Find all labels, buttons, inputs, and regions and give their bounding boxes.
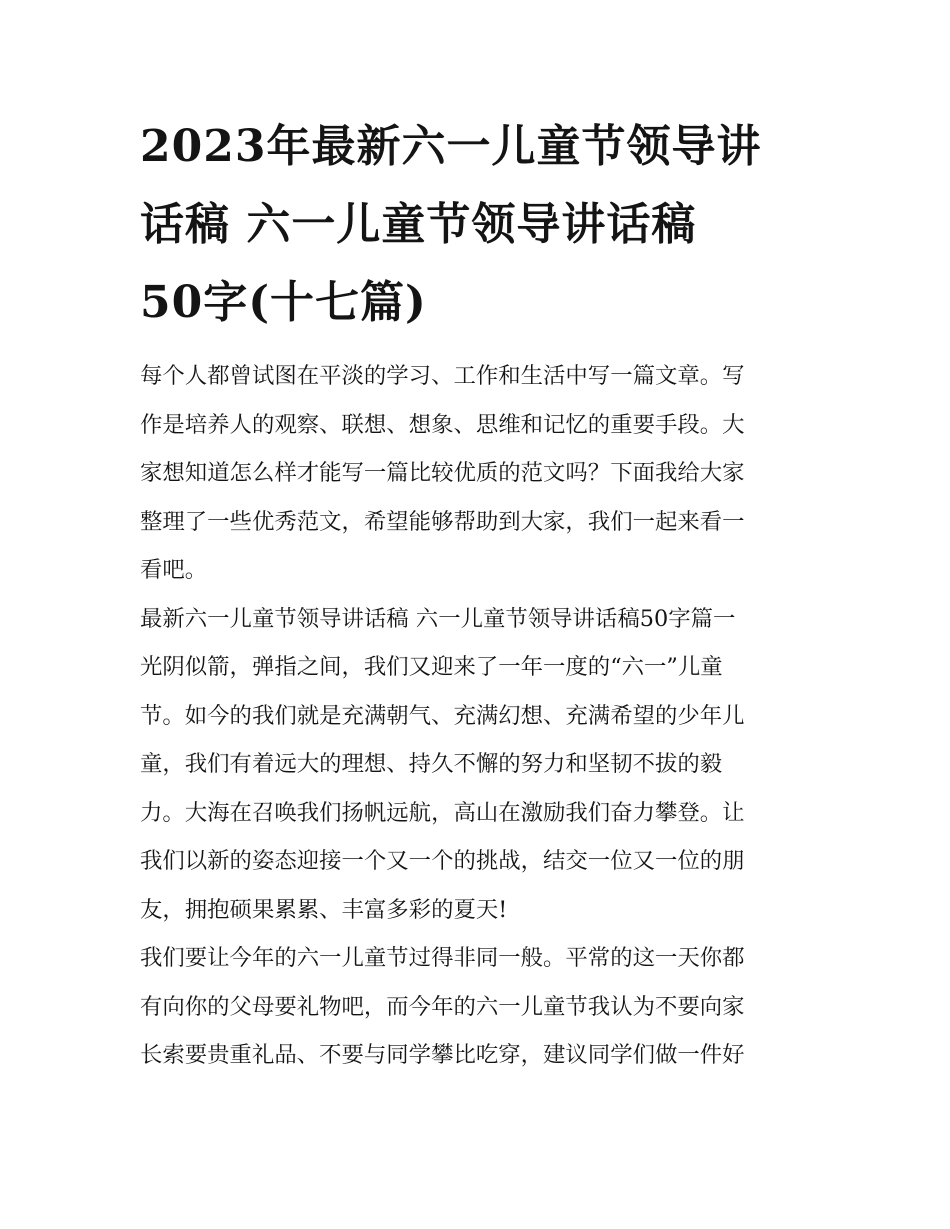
body-line: 每个人都曾试图在平淡的学习、工作和生活中写一篇文章。写 — [140, 363, 745, 389]
body-line: 我们以新的姿态迎接一个又一个的挑战，结交一位又一位的朋 — [140, 848, 745, 874]
document-page — [140, 108, 812, 1080]
body-line: 整理了一些优秀范文，希望能够帮助到大家，我们一起来看一 — [140, 508, 745, 535]
body-line: 家想知道怎么样才能写一篇比较优质的范文吗？下面我给大家 — [140, 460, 745, 486]
body-line: 有向你的父母要礼物吧，而今年的六一儿童节我认为不要向家 — [140, 993, 745, 1020]
body-line: 最新六一儿童节领导讲话稿 六一儿童节领导讲话稿50字篇一 — [140, 605, 736, 632]
document-body — [140, 352, 812, 1080]
body-line: 友，拥抱硕果累累、丰富多彩的夏天! — [140, 896, 508, 923]
body-line: 长索要贵重礼品、不要与同学攀比吃穿，建议同学们做一件好 — [140, 1042, 745, 1068]
title-line: 2023年最新六一儿童节领导讲 — [140, 121, 762, 172]
body-line: 童，我们有着远大的理想、持久不懈的努力和坚韧不拔的毅 — [140, 751, 723, 777]
body-line: 我们要让今年的六一儿童节过得非同一般。平常的这一天你都 — [140, 945, 745, 971]
document-title — [140, 108, 812, 342]
title-line: 50字(十七篇) — [140, 277, 427, 328]
body-line: 节。如今的我们就是充满朝气、充满幻想、充满希望的少年儿 — [140, 702, 745, 729]
body-line: 光阴似箭，弹指之间，我们又迎来了一年一度的“六一”儿童 — [140, 654, 723, 680]
body-line: 作是培养人的观察、联想、想象、思维和记忆的重要手段。大 — [140, 411, 745, 438]
title-line: 话稿 六一儿童节领导讲话稿 — [140, 199, 697, 250]
body-line: 力。大海在召唤我们扬帆远航，高山在激励我们奋力攀登。让 — [140, 799, 745, 826]
body-line: 看吧。 — [140, 557, 208, 583]
